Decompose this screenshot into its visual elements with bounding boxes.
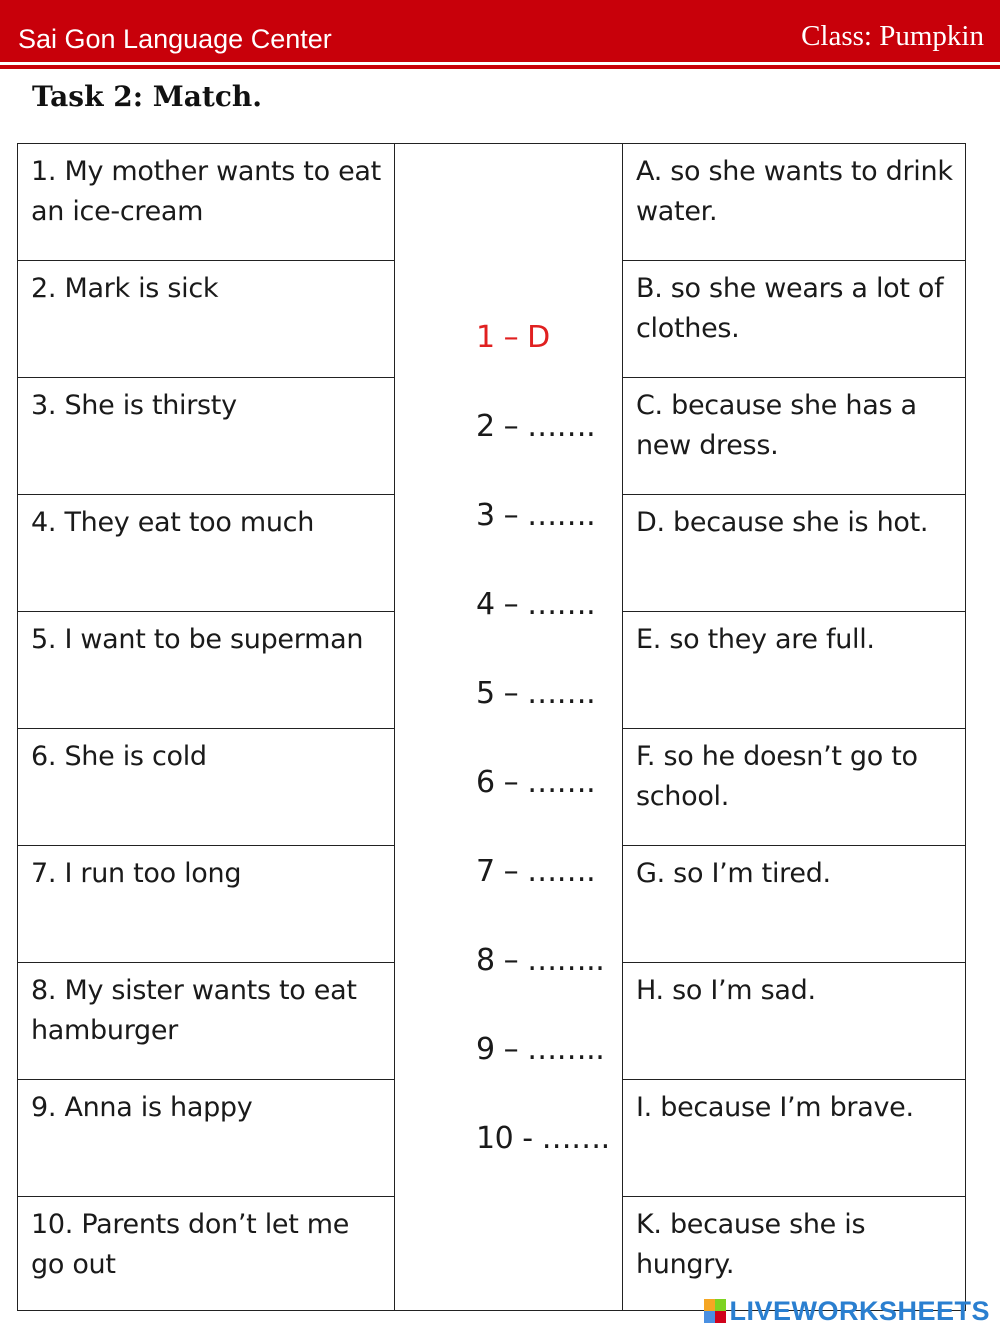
right-item: B. so she wears a lot of clothes. <box>623 261 965 378</box>
left-item: 10. Parents don’t let me go out <box>31 1209 350 1280</box>
right-item: H. so I’m sad. <box>623 963 965 1080</box>
left-item: 9. Anna is happy <box>18 1080 394 1197</box>
right-item: C. because she has a new dress. <box>623 378 965 495</box>
left-item: 8. My sister wants to eat hamburger <box>18 963 394 1080</box>
match-table <box>17 143 966 1311</box>
class-label: Class: Pumpkin <box>801 20 984 52</box>
watermark-text: LIVEWORKSHEETS <box>729 1295 990 1326</box>
left-item: 2. Mark is sick <box>18 261 394 378</box>
header-divider <box>0 65 1000 69</box>
left-item: 1. My mother wants to eat an ice-cream <box>18 144 394 261</box>
center-name: Sai Gon Language Center <box>18 24 332 54</box>
right-item: F. so he doesn’t go to school. <box>623 729 965 846</box>
left-item: 5. I want to be superman <box>18 612 394 729</box>
task-title: Task 2: Match. <box>32 80 263 113</box>
right-item: G. so I’m tired. <box>623 846 965 963</box>
header-bar <box>0 0 1000 62</box>
right-item: D. because she is hot. <box>623 495 965 612</box>
answer-3-field[interactable]: 3 – ……. <box>476 498 596 533</box>
left-item: 3. She is thirsty <box>18 378 394 495</box>
liveworksheets-watermark <box>704 1296 990 1326</box>
left-item: 7. I run too long <box>18 846 394 963</box>
answer-7-field[interactable]: 7 – ……. <box>476 854 596 889</box>
answer-2-field[interactable]: 2 – ……. <box>476 409 596 444</box>
right-item: E. so they are full. <box>623 612 965 729</box>
answer-9-field[interactable]: 9 – …….. <box>476 1032 605 1067</box>
liveworksheets-logo-icon <box>704 1299 726 1323</box>
left-column <box>18 144 395 1310</box>
answer-6-field[interactable]: 6 – ……. <box>476 765 596 800</box>
right-item: K. because she is hungry. <box>636 1209 866 1280</box>
answer-10-field[interactable]: 10 - ……. <box>476 1121 610 1156</box>
answer-1-field[interactable]: 1 – D <box>476 320 550 355</box>
left-item: 4. They eat too much <box>18 495 394 612</box>
answer-5-field[interactable]: 5 – ……. <box>476 676 596 711</box>
answer-8-field[interactable]: 8 – …….. <box>476 943 605 978</box>
answer-4-field[interactable]: 4 – ……. <box>476 587 596 622</box>
right-item: I. because I’m brave. <box>623 1080 965 1197</box>
right-item: A. so she wants to drink water. <box>623 144 965 261</box>
left-item: 6. She is cold <box>18 729 394 846</box>
right-column <box>622 144 965 1310</box>
